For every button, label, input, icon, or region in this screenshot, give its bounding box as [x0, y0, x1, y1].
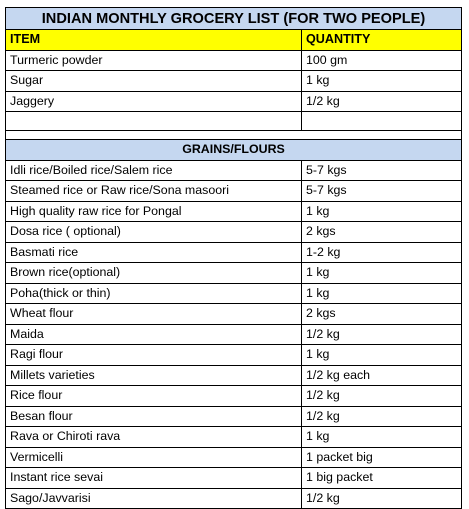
quantity-cell[interactable]: 5-7 kgs: [302, 181, 462, 202]
item-cell[interactable]: Idli rice/Boiled rice/Salem rice: [6, 160, 302, 181]
item-cell[interactable]: Brown rice(optional): [6, 263, 302, 284]
item-cell[interactable]: Dosa rice ( optional): [6, 222, 302, 243]
empty-cell[interactable]: [6, 131, 462, 140]
table-row: [6, 386, 462, 407]
quantity-cell[interactable]: 1 big packet: [302, 468, 462, 489]
quantity-cell[interactable]: 1 kg: [302, 283, 462, 304]
table-row: [6, 324, 462, 345]
empty-cell[interactable]: [6, 112, 302, 131]
item-cell[interactable]: Rice flour: [6, 386, 302, 407]
item-cell[interactable]: Sugar: [6, 71, 302, 92]
empty-cell[interactable]: [302, 112, 462, 131]
quantity-cell[interactable]: 2 kgs: [302, 222, 462, 243]
quantity-cell[interactable]: 1/2 kg: [302, 91, 462, 112]
quantity-cell[interactable]: 100 gm: [302, 50, 462, 71]
item-cell[interactable]: High quality raw rice for Pongal: [6, 201, 302, 222]
quantity-cell[interactable]: 1/2 kg: [302, 406, 462, 427]
sheet-title: INDIAN MONTHLY GROCERY LIST (FOR TWO PEOPLE): [6, 8, 462, 30]
item-cell[interactable]: Ragi flour: [6, 345, 302, 366]
item-cell[interactable]: Besan flour: [6, 406, 302, 427]
quantity-cell[interactable]: 1 packet big: [302, 447, 462, 468]
item-cell[interactable]: Vermicelli: [6, 447, 302, 468]
quantity-cell[interactable]: 1 kg: [302, 345, 462, 366]
item-cell[interactable]: Instant rice sevai: [6, 468, 302, 489]
item-cell[interactable]: Turmeric powder: [6, 50, 302, 71]
item-column-header[interactable]: ITEM: [6, 30, 302, 51]
table-row: [6, 406, 462, 427]
item-cell[interactable]: Sago/Javvarisi: [6, 488, 302, 509]
table-row: [6, 201, 462, 222]
table-row: [6, 91, 462, 112]
grocery-table-body: [6, 8, 462, 509]
table-row: [6, 468, 462, 489]
quantity-cell[interactable]: 2 kgs: [302, 304, 462, 325]
quantity-cell[interactable]: 1 kg: [302, 201, 462, 222]
item-cell[interactable]: Rava or Chiroti rava: [6, 427, 302, 448]
item-cell[interactable]: Maida: [6, 324, 302, 345]
quantity-cell[interactable]: 1/2 kg: [302, 324, 462, 345]
grocery-table: [5, 7, 462, 509]
section-header-row: [6, 140, 462, 161]
empty-row: [6, 112, 462, 131]
quantity-cell[interactable]: 1-2 kg: [302, 242, 462, 263]
table-row: [6, 427, 462, 448]
table-row: [6, 222, 462, 243]
spacer-row: [6, 131, 462, 140]
quantity-cell[interactable]: 1/2 kg: [302, 488, 462, 509]
quantity-cell[interactable]: 5-7 kgs: [302, 160, 462, 181]
quantity-cell[interactable]: 1 kg: [302, 263, 462, 284]
quantity-cell[interactable]: 1 kg: [302, 427, 462, 448]
quantity-cell[interactable]: 1/2 kg: [302, 386, 462, 407]
table-row: [6, 304, 462, 325]
table-row: [6, 365, 462, 386]
quantity-cell[interactable]: 1 kg: [302, 71, 462, 92]
table-row: [6, 160, 462, 181]
item-cell[interactable]: Jaggery: [6, 91, 302, 112]
table-row: [6, 345, 462, 366]
table-row: [6, 181, 462, 202]
table-row: [6, 283, 462, 304]
item-cell[interactable]: Steamed rice or Raw rice/Sona masoori: [6, 181, 302, 202]
table-row: [6, 50, 462, 71]
table-row: [6, 488, 462, 509]
table-row: [6, 71, 462, 92]
item-cell[interactable]: Wheat flour: [6, 304, 302, 325]
table-row: [6, 242, 462, 263]
header-row: [6, 30, 462, 51]
item-cell[interactable]: Millets varieties: [6, 365, 302, 386]
quantity-column-header[interactable]: QUANTITY: [302, 30, 462, 51]
item-cell[interactable]: Basmati rice: [6, 242, 302, 263]
section-title[interactable]: GRAINS/FLOURS: [6, 140, 462, 161]
table-row: [6, 447, 462, 468]
item-cell[interactable]: Poha(thick or thin): [6, 283, 302, 304]
title-row: [6, 8, 462, 30]
table-row: [6, 263, 462, 284]
quantity-cell[interactable]: 1/2 kg each: [302, 365, 462, 386]
